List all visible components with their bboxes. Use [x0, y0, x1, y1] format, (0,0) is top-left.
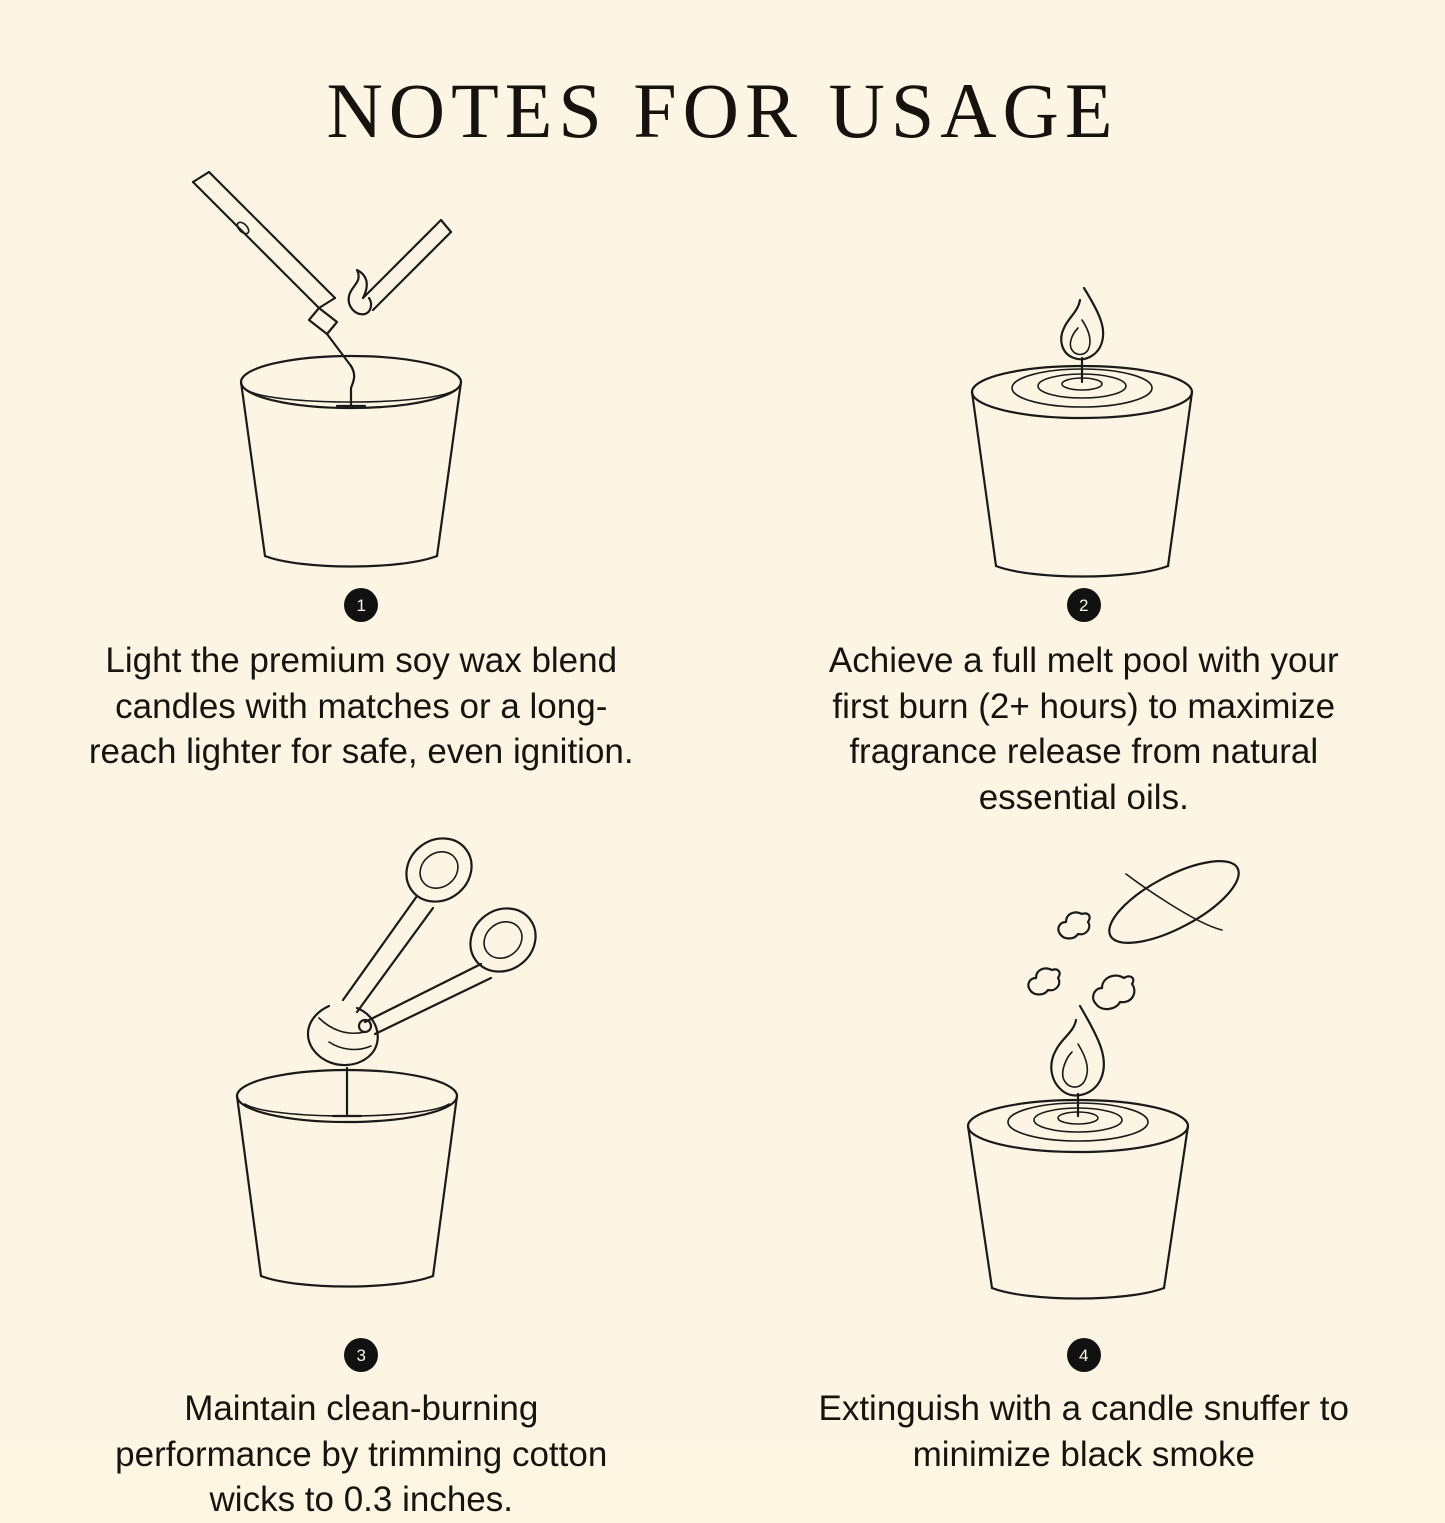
step-caption: Extinguish with a candle snuffer to minimize black smoke [804, 1386, 1364, 1477]
step-card-1 [0, 160, 723, 820]
candle-lit-melt-pool-icon [763, 160, 1406, 570]
step-card-3 [0, 820, 723, 1523]
step-badge: 2 [1067, 588, 1101, 622]
step-caption: Achieve a full melt pool with your first burn (2+ hours) to maximize fragrance release from natural essential oils. [804, 638, 1364, 820]
step-caption: Light the premium soy wax blend candles with matches or a long-reach lighter for safe, even ignition. [81, 638, 641, 775]
candle-snuffer-smoke-icon [763, 820, 1406, 1320]
step-badge: 4 [1067, 1338, 1101, 1372]
candle-wick-trimmer-icon [40, 820, 683, 1320]
candle-with-match-icon [40, 160, 683, 570]
steps-grid [0, 160, 1445, 1445]
page-title: NOTES FOR USAGE [0, 66, 1445, 156]
step-card-4 [723, 820, 1445, 1523]
step-card-2 [723, 160, 1445, 820]
step-badge: 1 [344, 588, 378, 622]
step-badge: 3 [344, 1338, 378, 1372]
step-caption: Maintain clean-burning performance by trimming cotton wicks to 0.3 inches. [81, 1386, 641, 1523]
